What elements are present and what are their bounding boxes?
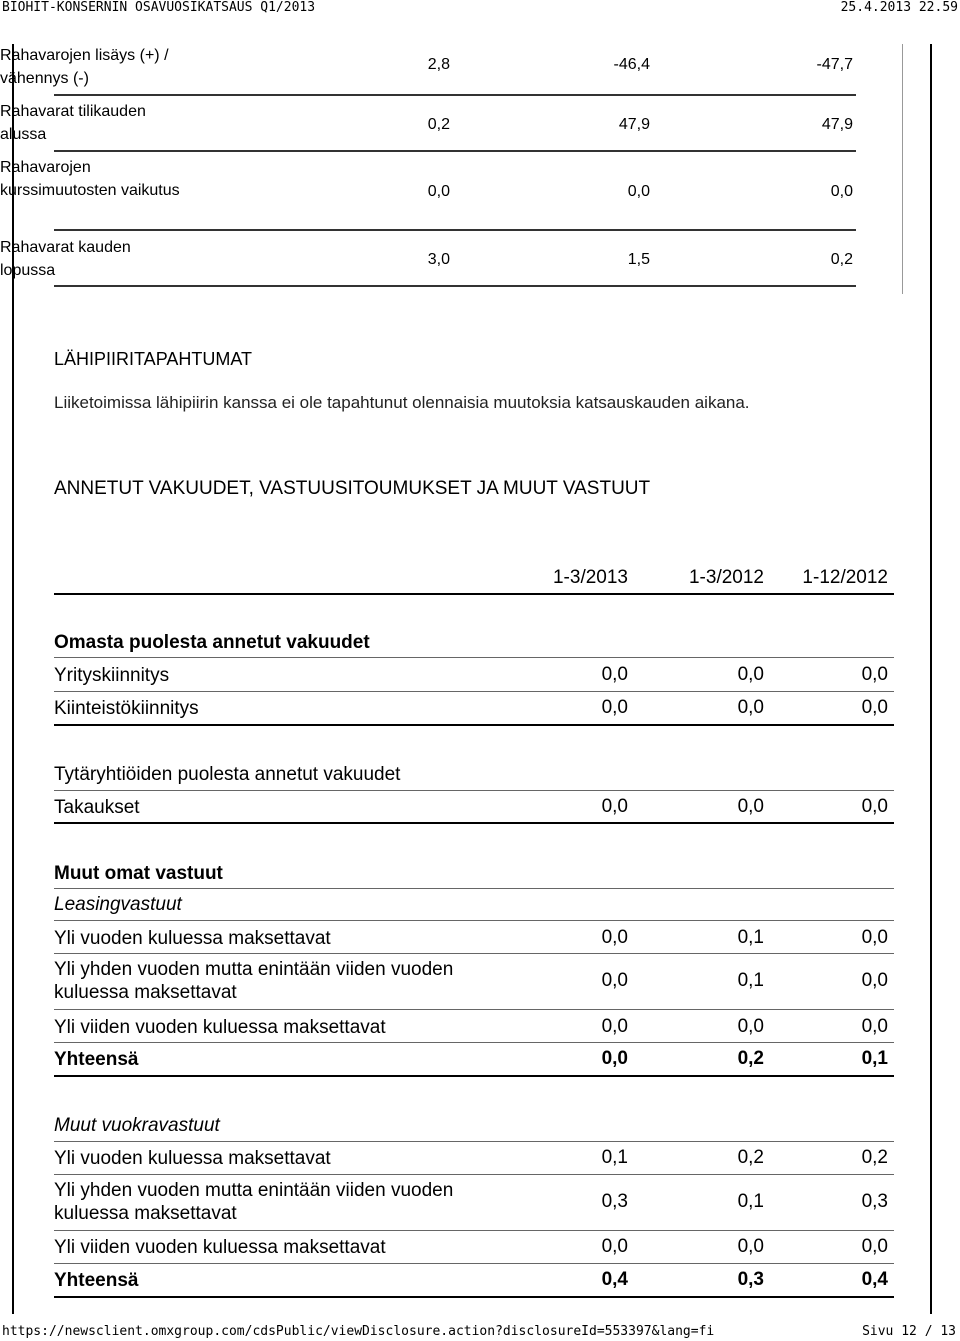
table-divider [54, 593, 894, 595]
table-cell: 0,0 [861, 1236, 888, 1257]
group-heading: Muut omat vastuut [54, 863, 223, 884]
table-row-label: Yli viiden vuoden kuluessa maksettavat [54, 1237, 386, 1258]
table-cell: 0,0 [737, 1236, 764, 1257]
cashflow-cell: 2,8 [427, 56, 450, 73]
table-cell: 0,0 [601, 970, 628, 991]
cashflow-cell: 0,0 [427, 183, 450, 200]
table-cell: 0,1 [737, 927, 764, 948]
subgroup-heading: Muut vuokravastuut [54, 1115, 220, 1136]
subgroup-heading: Leasingvastuut [54, 894, 182, 915]
total-row-label: Yhteensä [54, 1049, 139, 1070]
table-row-label: Yli yhden vuoden mutta enintään viiden vuoden kuluessa maksettavat [54, 959, 454, 1003]
group-heading: Tytäryhtiöiden puolesta annetut vakuudet [54, 764, 401, 785]
table-cell: 0,1 [601, 1147, 628, 1168]
cashflow-row-divider [54, 285, 856, 287]
column-header: 1-3/2013 [552, 567, 628, 588]
table-divider [54, 1141, 894, 1142]
cashflow-row-divider [54, 229, 856, 231]
table-divider [54, 1263, 894, 1264]
total-cell: 0,3 [737, 1269, 764, 1290]
footer-page-number: Sivu 12 / 13 [862, 1324, 956, 1339]
table-divider [54, 888, 894, 889]
table-divider [54, 1296, 894, 1298]
table-cell: 0,0 [861, 1016, 888, 1037]
total-cell: 0,4 [861, 1269, 888, 1290]
table-cell: 0,0 [861, 927, 888, 948]
total-cell: 0,2 [737, 1048, 764, 1069]
table-row-label: Yli vuoden kuluessa maksettavat [54, 1148, 331, 1169]
table-cell: 0,0 [601, 796, 628, 817]
table-divider [54, 790, 894, 791]
page-border-right [930, 44, 932, 1314]
footer-url[interactable]: https://newsclient.omxgroup.com/cdsPublic/viewDisclosure.action?disclosureId=553397&lang=fi [2, 1324, 715, 1339]
table-cell: 0,0 [861, 796, 888, 817]
table-divider [54, 953, 894, 954]
cashflow-row-label: Rahavarat tilikauden alussa [0, 103, 146, 143]
table-row-label: Yli vuoden kuluessa maksettavat [54, 928, 331, 949]
table-row-label: Takaukset [54, 797, 140, 818]
cashflow-cell: 0,2 [830, 251, 853, 268]
cashflow-cell: 0,0 [627, 183, 650, 200]
group-heading: Omasta puolesta annetut vakuudet [54, 632, 370, 653]
table-cell: 0,0 [861, 664, 888, 685]
table-cell: 0,0 [601, 697, 628, 718]
table-cell: 0,0 [601, 664, 628, 685]
total-row-label: Yhteensä [54, 1270, 139, 1291]
total-cell: 0,1 [861, 1048, 888, 1069]
table-divider [54, 1230, 894, 1231]
table-divider [54, 822, 894, 824]
table-divider [54, 1009, 894, 1010]
cashflow-border-right [902, 44, 903, 294]
cashflow-cell: 1,5 [627, 251, 650, 268]
table-divider [54, 691, 894, 692]
table-cell: 0,2 [861, 1147, 888, 1168]
cashflow-cell: -47,7 [816, 56, 853, 73]
cashflow-row-divider [54, 94, 856, 96]
total-cell: 0,4 [601, 1269, 628, 1290]
cashflow-row-divider [54, 150, 856, 152]
table-divider [54, 724, 894, 726]
cashflow-cell: 47,9 [618, 116, 650, 133]
table-cell: 0,0 [861, 970, 888, 991]
column-header: 1-3/2012 [688, 567, 764, 588]
cashflow-cell: 3,0 [427, 251, 450, 268]
table-cell: 0,0 [601, 927, 628, 948]
related-party-text: Liiketoimissa lähipiirin kanssa ei ole tapahtunut olennaisia muutoksia katsauskauden aikana. [54, 393, 750, 412]
cashflow-cell: 0,2 [427, 116, 450, 133]
table-cell: 0,2 [737, 1147, 764, 1168]
table-row-label: Yrityskiinnitys [54, 665, 170, 686]
table-cell: 0,0 [601, 1236, 628, 1257]
table-cell: 0,1 [737, 970, 764, 991]
table-divider [54, 920, 894, 921]
cashflow-row-label: Rahavarojen kurssimuutosten vaikutus [0, 159, 180, 199]
table-row-label: Yli yhden vuoden mutta enintään viiden vuoden kuluessa maksettavat [54, 1180, 454, 1224]
table-cell: 0,0 [737, 1016, 764, 1037]
page-header-date: 25.4.2013 22.59 [840, 0, 958, 15]
total-cell: 0,0 [601, 1048, 628, 1069]
table-row-label: Yli viiden vuoden kuluessa maksettavat [54, 1017, 386, 1038]
table-cell: 0,3 [601, 1191, 628, 1212]
table-cell: 0,0 [737, 697, 764, 718]
page-border-left [12, 44, 14, 1314]
column-header: 1-12/2012 [802, 567, 888, 588]
table-cell: 0,0 [737, 664, 764, 685]
cashflow-cell: 0,0 [830, 183, 853, 200]
table-cell: 0,0 [601, 1016, 628, 1037]
page-header-title: BIOHIT-KONSERNIN OSAVUOSIKATSAUS Q1/2013 [2, 0, 316, 15]
table-divider [54, 1042, 894, 1043]
table-divider [54, 657, 894, 658]
table-divider [54, 1075, 894, 1077]
cashflow-row-label: Rahavarojen lisäys (+) / vähennys (-) [0, 47, 169, 87]
table-cell: 0,3 [861, 1191, 888, 1212]
cashflow-row-label: Rahavarat kauden lopussa [0, 239, 131, 279]
related-party-title: LÄHIPIIRITAPAHTUMAT [54, 349, 253, 369]
table-row-label: Kiinteistökiinnitys [54, 698, 199, 719]
table-cell: 0,0 [861, 697, 888, 718]
table-divider [54, 1174, 894, 1175]
table-cell: 0,1 [737, 1191, 764, 1212]
cashflow-cell: -46,4 [613, 56, 650, 73]
table-cell: 0,0 [737, 796, 764, 817]
guarantees-title: ANNETUT VAKUUDET, VASTUUSITOUMUKSET JA MUUT VASTUUT [54, 478, 651, 499]
cashflow-cell: 47,9 [821, 116, 853, 133]
